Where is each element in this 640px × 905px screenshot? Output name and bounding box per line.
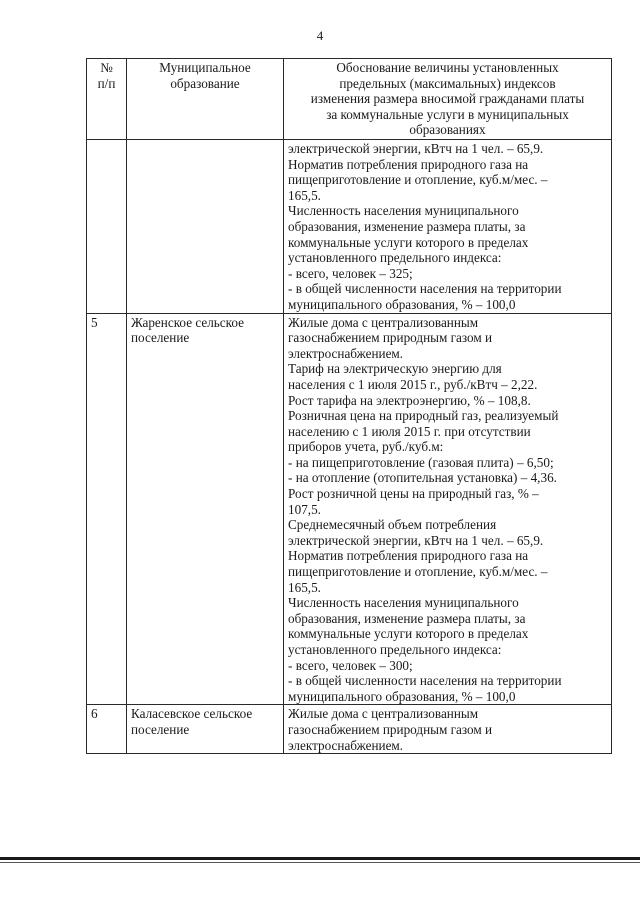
header-municipality (127, 59, 284, 140)
basis-line: установленного предельного индекса: (288, 642, 502, 657)
basis-line: установленного предельного индекса: (288, 250, 502, 266)
basis-line: Тариф на электрическую энергию для (288, 361, 502, 377)
basis-line: коммунальные услуги которого в пределах (288, 626, 529, 642)
table-row-5 (87, 313, 612, 705)
page-number: 4 (316, 28, 324, 43)
municipality-line: Жаренское сельское (131, 314, 245, 330)
header-basis (284, 59, 612, 140)
basis-line: Жилые дома с централизованным (288, 314, 479, 330)
row-basis-cell (284, 705, 612, 754)
header-basis-line: образованиях (409, 122, 486, 138)
row-municipality-cell (127, 313, 284, 705)
basis-line: образования, изменение размера платы, за (288, 610, 526, 626)
basis-line: Норматив потребления природного газа на (288, 156, 529, 172)
basis-line: Рост розничной цены на природный газ, % – (288, 486, 539, 502)
basis-line: населения с 1 июля 2015 г., руб./кВтч – 2,22. (288, 376, 538, 392)
row-municipality-cell (127, 705, 284, 754)
basis-line: - на пищеприготовление (газовая плита) – 6,50; (288, 454, 554, 470)
basis-line: приборов учета, руб./куб.м: (288, 439, 444, 455)
header-municipality-line: образование (170, 75, 240, 91)
row-number-cell (87, 140, 127, 314)
header-number-line: № (100, 60, 113, 75)
basis-line: Численность населения муниципального (288, 595, 519, 611)
header-basis-line: Обоснование величины установленных (336, 60, 559, 75)
basis-line: - в общей численности населения на территории (288, 281, 562, 297)
basis-line: Рост тарифа на электроэнергию, % – 108,8. (288, 392, 531, 408)
bottom-rule-thin (0, 862, 640, 863)
table-row-6 (87, 705, 612, 754)
basis-line: 107,5. (288, 501, 321, 517)
bottom-rule (0, 857, 640, 860)
table-row-continuation (87, 140, 612, 314)
header-number (87, 59, 127, 140)
basis-line: Норматив потребления природного газа на (288, 548, 529, 564)
header-number-line: п/п (97, 75, 116, 91)
header-basis-line: изменения размера вносимой гражданами платы (310, 91, 585, 107)
basis-line: пищеприготовление и отопление, куб.м/мес. – (288, 172, 548, 188)
row-basis-cell (284, 140, 612, 314)
basis-line: - всего, человек – 325; (288, 265, 413, 281)
basis-line: населению с 1 июля 2015 г. при отсутствии (288, 423, 531, 439)
municipality-line: поселение (131, 721, 190, 737)
basis-line: образования, изменение размера платы, за (288, 218, 526, 234)
row-municipality-cell (127, 140, 284, 314)
basis-line: муниципального образования, % – 100,0 (288, 688, 516, 704)
basis-line: Жилые дома с централизованным (288, 706, 479, 722)
municipality-line: поселение (131, 330, 190, 346)
basis-line: электроснабжением. (288, 737, 404, 753)
header-basis-line: предельных (максимальных) индексов (339, 75, 556, 91)
basis-line: газоснабжением природным газом и (288, 330, 493, 346)
basis-line: Розничная цена на природный газ, реализуемый (288, 408, 559, 424)
basis-line: 165,5. (288, 579, 321, 595)
basis-line: пищеприготовление и отопление, куб.м/мес. – (288, 564, 548, 580)
tariff-basis-table (86, 58, 612, 754)
basis-line: Численность населения муниципального (288, 203, 519, 219)
basis-line: электроснабжением. (288, 345, 404, 361)
basis-line: - всего, человек – 300; (288, 657, 413, 673)
basis-line: коммунальные услуги которого в пределах (288, 234, 529, 250)
row-number-cell: 5 (87, 313, 127, 705)
basis-line: электрической энергии, кВтч на 1 чел. – 65,9. (288, 532, 544, 548)
basis-line: электрической энергии, кВтч на 1 чел. – 65,9. (288, 141, 544, 156)
header-basis-line: за коммунальные услуги в муниципальных (326, 106, 569, 122)
basis-line: муниципального образования, % – 100,0 (288, 296, 516, 312)
basis-line: газоснабжением природным газом и (288, 721, 493, 737)
basis-line: - в общей численности населения на территории (288, 673, 562, 689)
municipality-line: Каласевское сельское (131, 706, 253, 722)
basis-line: Среднемесячный объем потребления (288, 517, 497, 533)
basis-line: 165,5. (288, 187, 321, 203)
basis-line: - на отопление (отопительная установка) – 4,36. (288, 470, 557, 486)
header-municipality-line: Муниципальное (159, 60, 251, 75)
table-header-row (87, 59, 612, 140)
row-basis-cell (284, 313, 612, 705)
row-number-cell: 6 (87, 705, 127, 754)
